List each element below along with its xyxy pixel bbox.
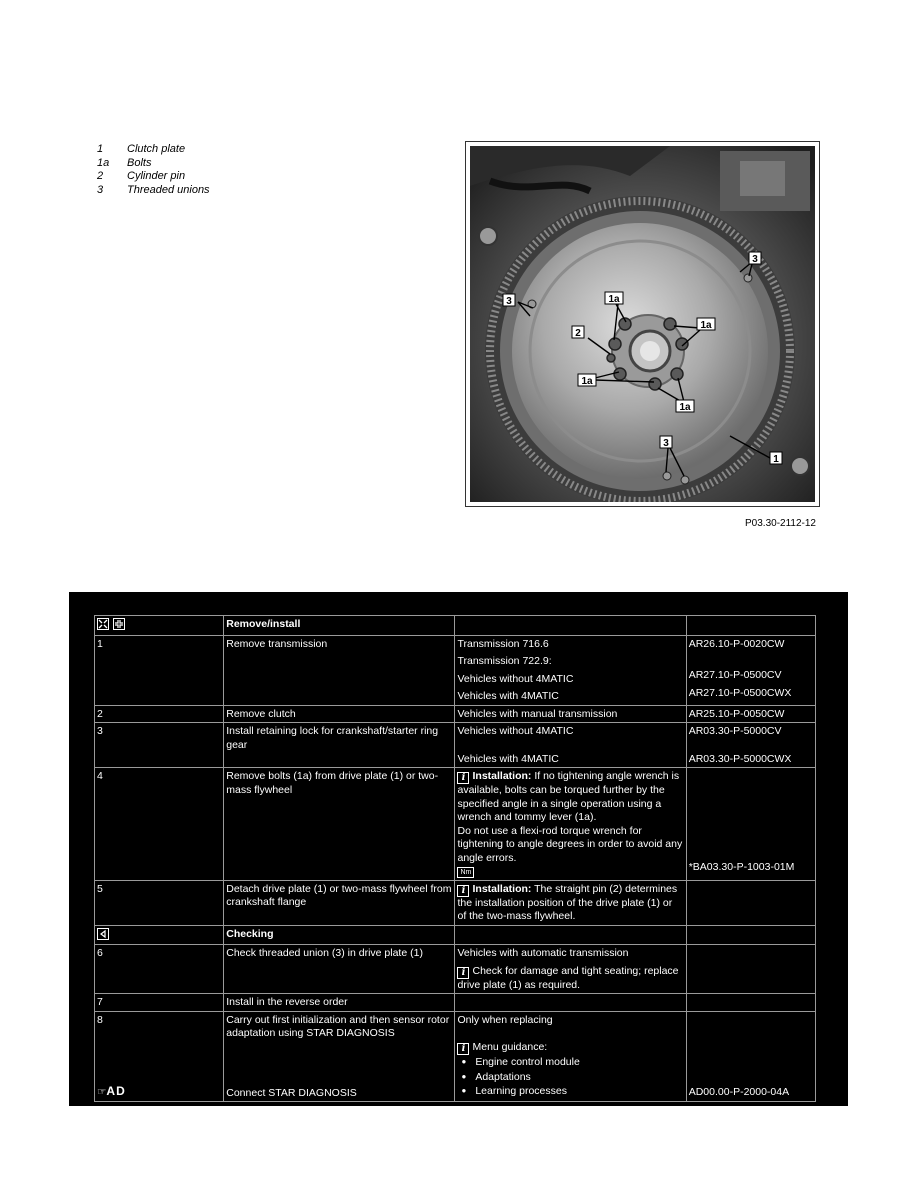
reference-link[interactable]: AR27.10-P-0500CWX [688,686,792,699]
list-item: ● Adaptations [457,1070,683,1085]
callout-2: 2 [575,328,581,339]
reference-link[interactable]: *BA03.30-P-1003-01M [688,861,795,873]
legend-item: 1a Bolts [97,156,152,169]
torque-icon: Nm [457,867,474,878]
info-icon: i [457,772,469,784]
reference-link[interactable]: AR25.10-P-0050CW [686,705,815,723]
procedure-panel [69,592,848,1106]
callout-1a: 1a [581,376,593,387]
flywheel-photo [465,141,820,507]
info-icon: i [457,967,469,979]
table-row: 2 Remove clutch Vehicles with manual transmission AR25.10-P-0050CW [95,705,816,723]
callout-1a: 1a [700,320,712,331]
table-row: 1 Remove transmission Transmission 716.6 Transmission 722.9: Vehicles without 4MATIC Vehicles with 4MATIC AR26.10-P-0020CW AR27.10-P-0500CV AR27.10-P-0500CWX [95,635,816,705]
table-row: 7 Install in the reverse order [95,994,816,1012]
list-item: ● Learning processes [457,1084,683,1099]
legend-item: 3 Threaded unions [97,183,210,196]
reference-link[interactable]: AR26.10-P-0020CW [688,637,785,650]
section-title: Remove/install [224,616,455,636]
callout-3: 3 [663,438,669,449]
legend-item: 1 Clutch plate [97,143,186,155]
star-diagnosis-badge: ☞AD [97,1084,126,1098]
table-row: 4 Remove bolts (1a) from drive plate (1) or two-mass flywheel i Installation: If no tightening angle wrench is available, bolts can be torqued further by the specified angle in a single operation using a wrench and tommy lever (1a). Do not use a flexi-rod torque wrench for tightening to angle degrees in order to avoid any angle errors. Nm *BA03.30-P-1003-01M [95,768,816,881]
legend-item: 2 Cylinder pin [97,170,186,182]
install-icon [113,618,125,630]
figure-code: P03.30-2112-12 [745,518,816,529]
info-icon: i [457,885,469,897]
flywheel-illustration [470,146,815,502]
table-row: 3 Install retaining lock for crankshaft/starter ring gear Vehicles without 4MATIC Vehicles with 4MATIC AR03.30-P-5000CV AR03.30-P-5000CWX [95,723,816,768]
table-section-row [95,925,816,945]
reference-link[interactable]: AR03.30-P-5000CWX [688,752,792,765]
callout-1: 1 [773,454,779,465]
callout-3: 3 [752,254,758,265]
info-icon: i [457,1043,469,1055]
figure-legend [97,143,210,197]
callout-1a: 1a [608,294,620,305]
hand-icon: ☞ [97,1086,107,1098]
table-row: 5 Detach drive plate (1) or two-mass flywheel from crankshaft flange i Installation: The straight pin (2) determines the installation position of the drive plate (1) or of the two-mass flywheel. [95,880,816,925]
reference-link[interactable]: AR03.30-P-5000CV [688,725,782,737]
table-row: 6 Check threaded union (3) in drive plate (1) Vehicles with automatic transmission i Check for damage and tight seating; replace drive plate (1) as required. [95,945,816,994]
reference-link[interactable]: AR27.10-P-0500CV [688,669,782,681]
callout-3: 3 [506,296,512,307]
callout-1a: 1a [679,402,691,413]
list-item: ● Engine control module [457,1055,683,1070]
remove-icon [97,618,109,630]
checking-icon [97,928,109,940]
table-header-row [95,616,816,636]
section-title: Checking [224,925,455,945]
table-row: 8 ☞AD Carry out first initialization and then sensor rotor adaptation using STAR DIAGNOSIS Connect STAR DIAGNOSIS Only when replacing i Menu guidance: ● Engine control module ● Adaptations ● Learning processes AD00.00-P-2000-04A [95,1011,816,1102]
procedure-table [94,615,816,1102]
reference-link[interactable]: AD00.00-P-2000-04A [688,1085,790,1098]
